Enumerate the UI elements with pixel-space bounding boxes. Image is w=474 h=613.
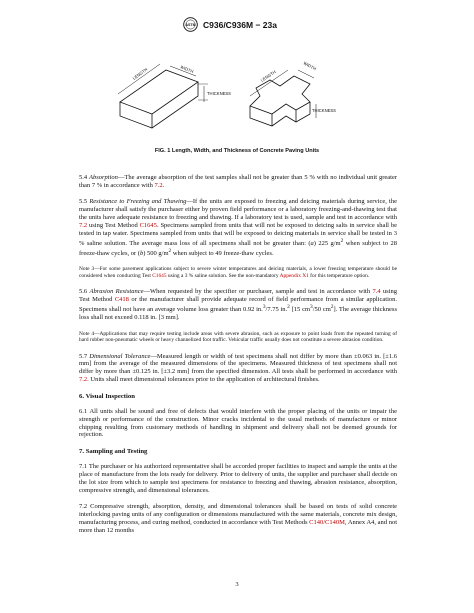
standard-link[interactable]: C1645 [139,222,157,230]
section-link[interactable]: 7.2 [79,222,88,230]
figure-caption: FIG. 1 Length, Width, and Thickness of Concrete Paving Units [154,148,320,154]
right-thickness-label: THICKNESS [312,108,336,113]
section-5-5: 5.5 Resistance to Freezing and Thawing—If the units are exposed to freezing and deicing materials during service, the manufacturer shall satisfy the purchaser either by proven field performance or a laboratory freezing-and-thawing test that the units have adequate resistance to freezing and thawing. If a laboratory test is used, sample and test in accordance with 7.2 using Test Method C1645. Specimens sampled from units that will not be exposed to deicing salts in service shall be tested in tap water. Specimens sampled from units that will be exposed to deicing materials in service shall be tested in 3 % saline solution. The average mass loss of all specimens shall not be greater than: (a) 225 $g/m^2$ when subject to 28 freeze-thaw cycles, or (b) 500 $g/m^2$ when subject to 49 freeze-thaw cycles. [79,198,398,258]
section-title: Abrasion Resistance [89,288,144,296]
heading-sampling-and-testing: 7. Sampling and Testing [79,447,148,455]
section-title: Absorption [89,174,118,181]
page-number: 3 [235,581,239,588]
standard-link[interactable]: C1645 [152,273,167,280]
standard-link[interactable]: C140/C140M [309,518,345,526]
right-length-label: LENGTH [259,69,277,83]
section-5-4: 5.4 Absorption—The average absorption of the test samples shall not be greater than 5 % with no individual unit greater than 7 % in accordance with 7.2. [79,174,397,189]
rectangular-paver-drawing [118,64,208,128]
right-width-label: WIDTH [302,60,318,72]
section-7-2: 7.2 Compressive strength, absorption, density, and dimensional tolerances shall be based on tests of solid concrete interlocking paving units of any configuration or dimensions manufactured with the same materials, concrete mix design, manufacturing process, and curing method, conducted in accordance with Test Methods C140/C140M, Annex A4, and not more than 12 months [79,502,398,534]
section-link[interactable]: 7.4 [372,288,381,296]
appendix-link[interactable]: Appendix X1 [279,273,309,280]
note-3: Note 3—For some pavement applications subject to severe winter temperatures and deicing materials, a lower freezing temperature should be considered when conducting Test C1645 using a 3 % saline solution. See the non-mandatory Appendix X1 for this temperature option. [79,266,397,280]
section-title: Dimensional Tolerance [89,352,151,360]
figure-1 [100,44,380,140]
paving-units-diagram [100,44,380,140]
section-5-7: 5.7 Dimensional Tolerance—Measured length or width of test specimens shall not differ by more than ±0.063 in. [±1.6 mm] from the average of the measured dimensions of the specimens. Measured thickness of test specimens shall not differ by more than ±0.125 in. [±3.2 mm] from the specified dimension. All tests shall be performed in accordance with 7.2. Units shall meet dimensional tolerances prior to the application of architectural finishes. [79,352,397,384]
left-length-label: LENGTH [131,66,149,81]
note-4: Note 4—Applications that may require testing include areas with severe abrasion, such as exposure to point loads from the repeated turning of hard rubber non-pneumatic wheels or heavy channelized foot traffic. Vehicular traffic usually does not constitute a severe abrasion condition. [79,330,397,344]
heading-visual-inspection: 6. Visual Inspection [79,392,135,400]
section-5-6: 5.6 Abrasion Resistance—When requested by the specifier or purchaser, sample and test in accordance with 7.4 using Test Method C418 or the manufacturer shall provide adequate record of field performance from a similar application. Specimens shall not have an average volume loss greater than 0.92 in.$^3$/7.75 in.$^2$ [15 $cm^3/50$ $cm^2$]. The average thickness loss shall not exceed 0.118 in. [3 mm]. [79,288,397,322]
document-designation: C936/C936M − 23a [203,20,277,30]
section-link[interactable]: 7.2 [79,376,88,384]
left-thickness-label: THICKNESS [207,91,231,96]
document-body [79,174,397,543]
section-6-1: 6.1 All units shall be sound and free of defects that would interfere with the proper placing of the units or impair the strength or performance of the construction. Minor cracks incidental to the usual methods of manufacture or minor chipping resulting from customary methods of handling in shipment and delivery shall not be deemed grounds for rejection. [79,407,397,439]
document-header [0,17,474,33]
logo-text: ASTM [185,23,196,28]
standard-link[interactable]: C418 [114,296,129,304]
astm-logo-icon [183,17,198,32]
section-7-1: 7.1 The purchaser or his authorized representative shall be accorded proper facilities to inspect and sample the units at the place of manufacture from the lots ready for delivery. Prior to delivery of units, the supplier and purchaser shall decide on the lot size from which to sample test specimens for resistance to freezing and thawing, abrasion resistance, absorption, compressive strength, and dimensional tolerances. [79,462,397,494]
left-width-label: WIDTH [179,64,195,75]
section-title: Resistance to Freezing and Thawing [89,198,187,206]
section-link[interactable]: 7.2 [154,181,163,189]
